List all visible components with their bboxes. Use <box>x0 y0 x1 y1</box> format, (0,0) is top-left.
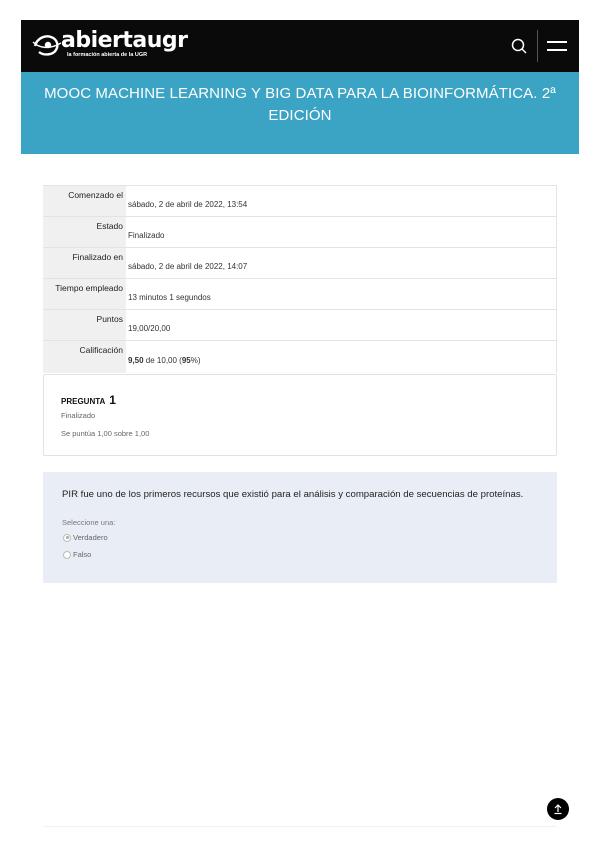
top-navbar <box>21 20 579 72</box>
radio-unchecked-icon[interactable] <box>63 551 71 559</box>
question-state: Finalizado <box>61 411 96 420</box>
grade-score: 9,50 <box>128 355 144 365</box>
course-banner <box>21 72 579 154</box>
summary-row <box>43 310 557 341</box>
summary-row <box>43 248 557 279</box>
summary-label: Comenzado el <box>43 186 126 217</box>
summary-value: 19,00/20,00 <box>126 310 557 341</box>
summary-value: Finalizado <box>126 217 557 248</box>
summary-value: sábado, 2 de abril de 2022, 14:07 <box>126 248 557 279</box>
summary-label: Finalizado en <box>43 248 126 279</box>
answer-label: Verdadero <box>73 533 108 542</box>
grade-value <box>126 341 557 374</box>
logo-tagline: la formación abierta de la UGR <box>67 52 148 58</box>
grade-mid: de 10,00 ( <box>143 355 182 365</box>
attempt-summary-table <box>43 185 557 373</box>
grade-percent-suffix: %) <box>190 355 201 365</box>
summary-row <box>43 186 557 217</box>
arrow-up-icon <box>552 803 564 815</box>
navbar-divider <box>537 30 538 62</box>
summary-value: 13 minutos 1 segundos <box>126 279 557 310</box>
summary-label: Puntos <box>43 310 126 341</box>
answer-label: Falso <box>73 550 92 559</box>
back-to-top-button[interactable] <box>547 798 569 820</box>
summary-row <box>43 341 557 374</box>
summary-value: sábado, 2 de abril de 2022, 13:54 <box>126 186 557 217</box>
course-title: MOOC MACHINE LEARNING Y BIG DATA PARA LA BIOINFORMÁTICA. 2ª EDICIÓN <box>44 85 556 124</box>
menu-button[interactable] <box>547 39 567 53</box>
question-content <box>43 472 557 583</box>
question-info-box <box>43 374 557 456</box>
question-number: 1 <box>109 393 116 407</box>
grade-percent: 95 <box>181 355 191 365</box>
answer-option-falso[interactable] <box>63 550 91 559</box>
site-logo[interactable] <box>31 28 188 63</box>
question-grade: Se puntúa 1,00 sobre 1,00 <box>61 429 150 438</box>
search-icon <box>510 37 528 55</box>
question-label-text: PREGUNTA <box>61 397 105 406</box>
answer-option-verdadero[interactable] <box>63 533 108 542</box>
answer-prompt: Seleccione una: <box>62 518 116 527</box>
question-text: PIR fue uno de los primeros recursos que existió para el análisis y comparación de secuencias de proteínas. <box>62 489 524 500</box>
summary-label: Estado <box>43 217 126 248</box>
question-label <box>61 393 116 407</box>
footer-divider <box>43 826 557 827</box>
logo-text: abiertaugr <box>61 28 188 53</box>
summary-label: Calificación <box>43 341 126 374</box>
summary-row <box>43 279 557 310</box>
radio-checked-icon[interactable] <box>63 534 71 542</box>
hamburger-menu-icon <box>547 41 567 43</box>
summary-label: Tiempo empleado <box>43 279 126 310</box>
search-button[interactable] <box>510 37 528 55</box>
summary-row <box>43 217 557 248</box>
